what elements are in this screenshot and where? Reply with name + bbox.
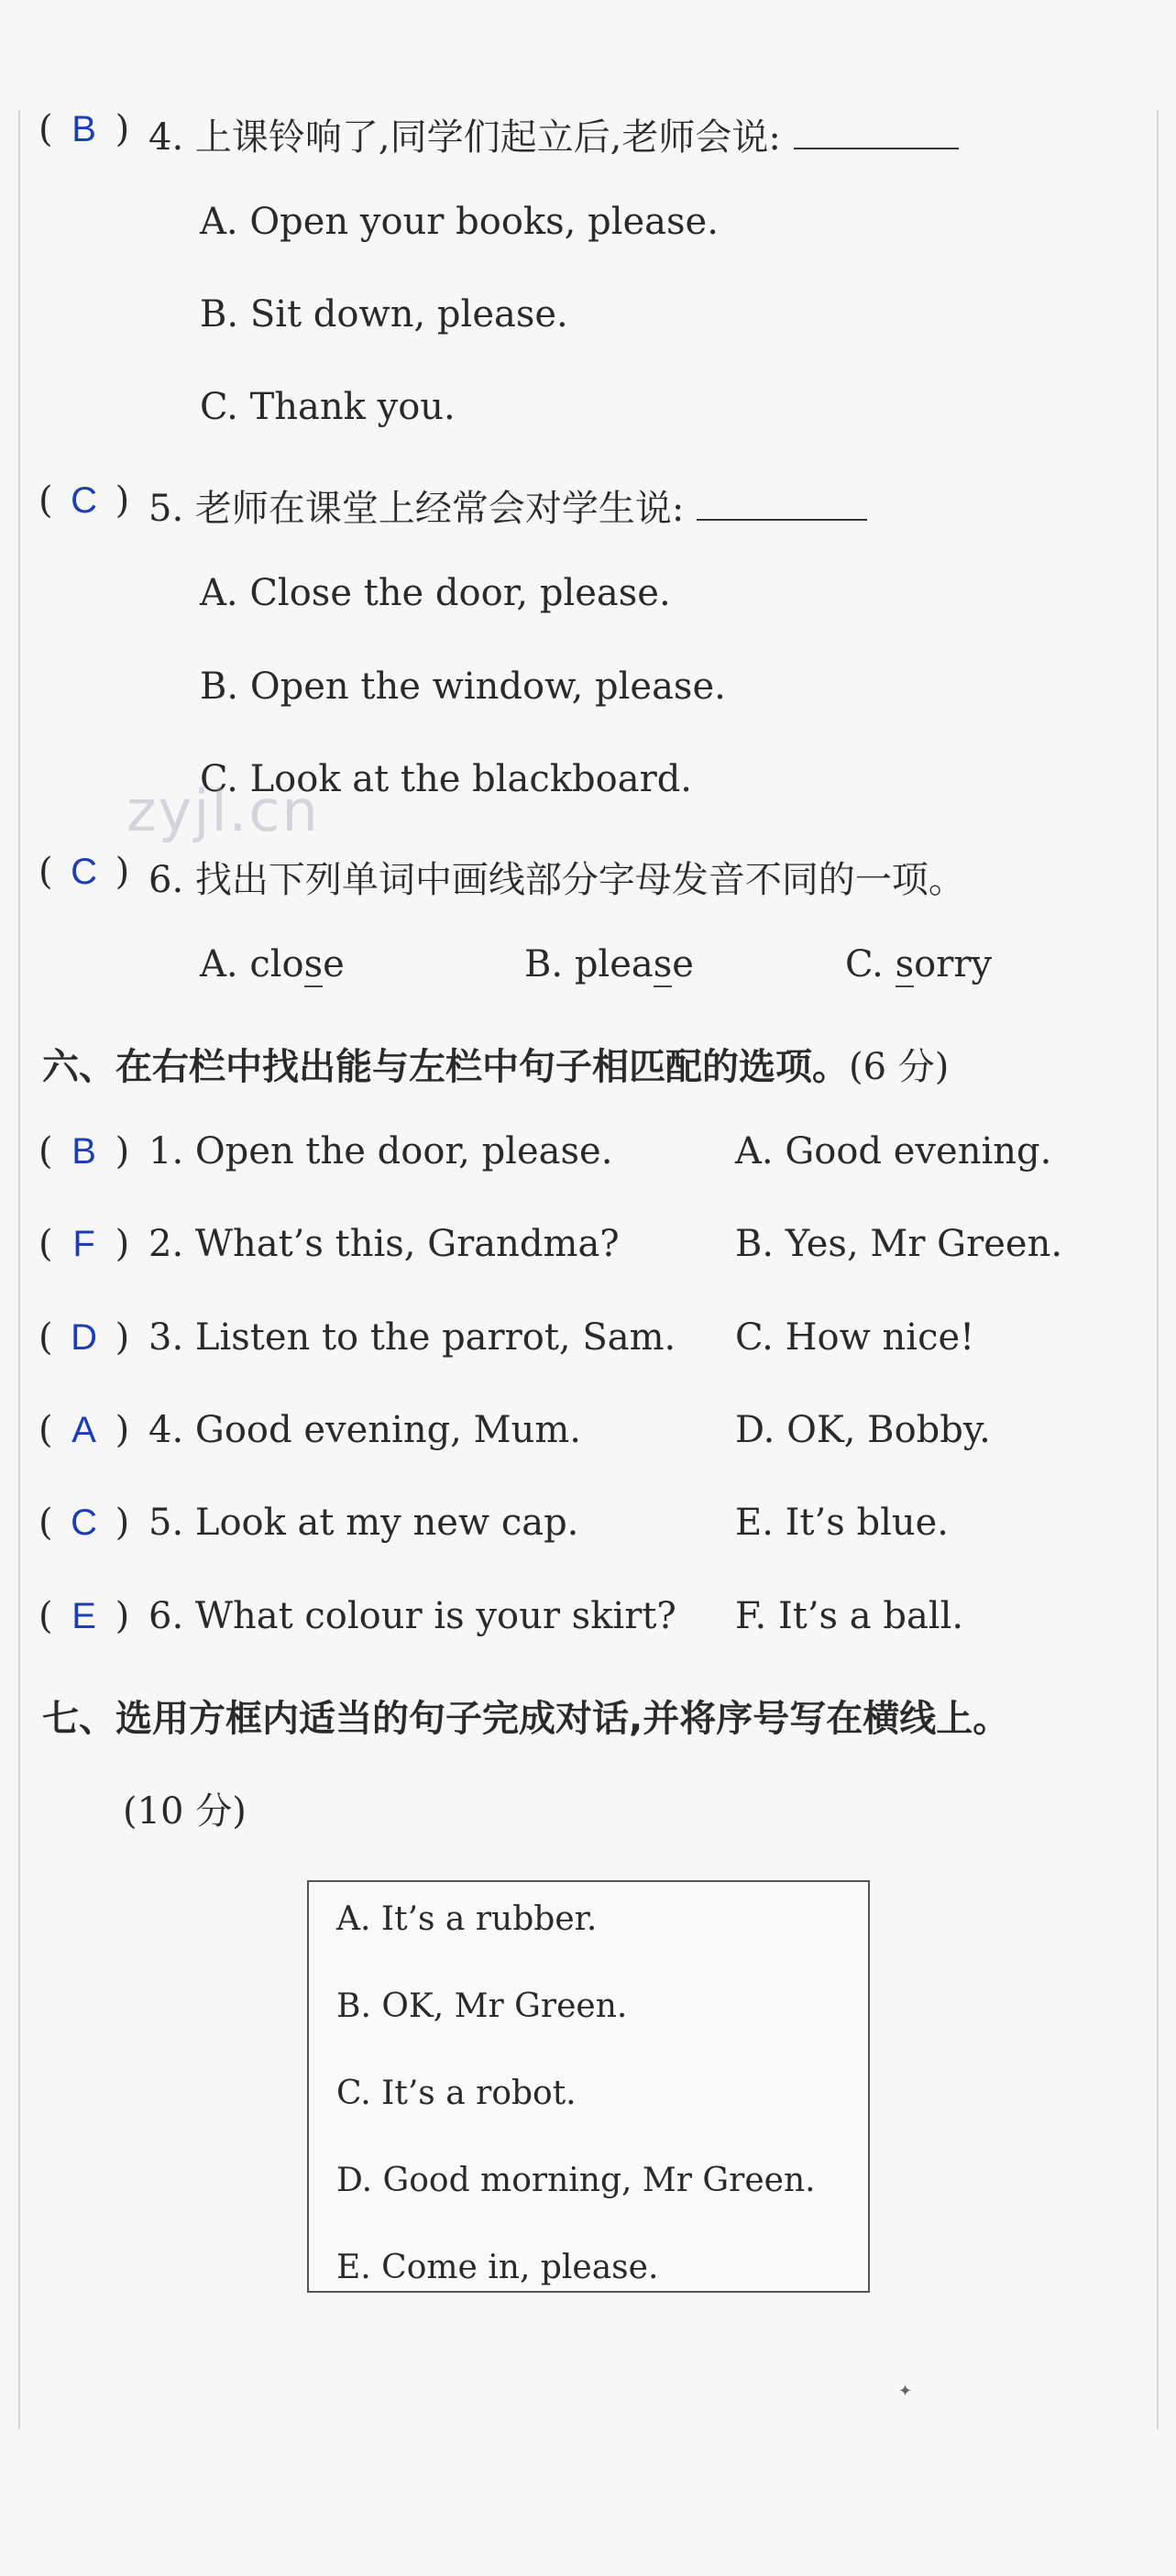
- option-a: A. Open your books, please.: [200, 201, 719, 243]
- question-text: 4. 上课铃响了,同学们起立后,老师会说:: [148, 108, 959, 160]
- option-a: A. close: [200, 943, 345, 985]
- option-a: A. Close the door, please.: [200, 572, 671, 614]
- answer-letter: C: [71, 1503, 98, 1543]
- match-right: A. Good evening.: [735, 1130, 1052, 1172]
- answer-letter: B: [71, 109, 96, 149]
- answer-blank: [794, 115, 959, 149]
- answer-bracket: ( F ): [38, 1223, 130, 1265]
- match-right: C. How nice!: [735, 1316, 975, 1359]
- match-left: 2. What’s this, Grandma?: [148, 1223, 620, 1265]
- match-right: B. Yes, Mr Green.: [735, 1223, 1063, 1265]
- answer-letter: D: [71, 1317, 98, 1358]
- speck-mark: ✦: [898, 2382, 913, 2401]
- match-row: [0, 1130, 1176, 1204]
- answer-letter: C: [71, 852, 98, 892]
- match-row: [0, 1409, 1176, 1482]
- answer-letter: E: [71, 1596, 96, 1636]
- box-item: D. Good morning, Mr Green.: [336, 2162, 816, 2199]
- match-row: [0, 1223, 1176, 1296]
- match-right: D. OK, Bobby.: [735, 1409, 991, 1451]
- section-7-title: 七、选用方框内适当的句子完成对话,并将序号写在横线上。: [42, 1698, 1010, 1740]
- match-left: 5. Look at my new cap.: [148, 1502, 579, 1544]
- question-6: [0, 851, 1176, 924]
- sentence-box: [307, 1880, 870, 2293]
- section-points: (6 分): [849, 1046, 950, 1088]
- answer-letter: C: [71, 480, 98, 521]
- box-item: C. It’s a robot.: [336, 2075, 577, 2112]
- watermark: zyjl.cn: [126, 777, 320, 844]
- option-c: C. Thank you.: [200, 386, 456, 428]
- answer-blank: [697, 486, 867, 521]
- answer-letter: F: [72, 1224, 95, 1264]
- answer-bracket: ( C ): [38, 851, 130, 893]
- match-left: 1. Open the door, please.: [148, 1130, 613, 1172]
- match-left: 3. Listen to the parrot, Sam.: [148, 1316, 676, 1359]
- box-item: E. Come in, please.: [336, 2249, 659, 2286]
- match-left: 4. Good evening, Mum.: [148, 1409, 581, 1451]
- answer-letter: A: [71, 1410, 96, 1450]
- option-b: B. Open the window, please.: [200, 666, 726, 708]
- match-right: F. It’s a ball.: [735, 1595, 964, 1637]
- answer-bracket: ( B ): [38, 108, 130, 150]
- question-5: [0, 479, 1176, 553]
- option-b: B. Sit down, please.: [200, 293, 568, 336]
- match-row: [0, 1316, 1176, 1390]
- question-text: 5. 老师在课堂上经常会对学生说:: [148, 479, 867, 532]
- answer-bracket: ( E ): [38, 1595, 130, 1637]
- answer-bracket: ( C ): [38, 479, 130, 522]
- question-4: [0, 108, 1176, 182]
- option-b: B. please: [524, 943, 694, 985]
- option-c: C. Look at the blackboard.: [200, 758, 693, 800]
- answer-letter: B: [71, 1131, 96, 1172]
- match-left: 6. What colour is your skirt?: [148, 1595, 676, 1637]
- answer-bracket: ( D ): [38, 1316, 130, 1359]
- section-6-title: 六、在右栏中找出能与左栏中句子相匹配的选项。(6 分): [42, 1046, 950, 1088]
- answer-bracket: ( A ): [38, 1409, 130, 1451]
- question-text: 6. 找出下列单词中画线部分字母发音不同的一项。: [148, 859, 965, 901]
- box-item: A. It’s a rubber.: [336, 1900, 598, 1938]
- box-item: B. OK, Mr Green.: [336, 1987, 628, 2025]
- answer-bracket: ( B ): [38, 1130, 130, 1172]
- section-points: (10 分): [123, 1790, 247, 1833]
- match-right: E. It’s blue.: [735, 1502, 950, 1544]
- option-c: C. sorry: [845, 943, 993, 985]
- match-row: [0, 1502, 1176, 1575]
- match-row: [0, 1595, 1176, 1668]
- answer-bracket: ( C ): [38, 1502, 130, 1544]
